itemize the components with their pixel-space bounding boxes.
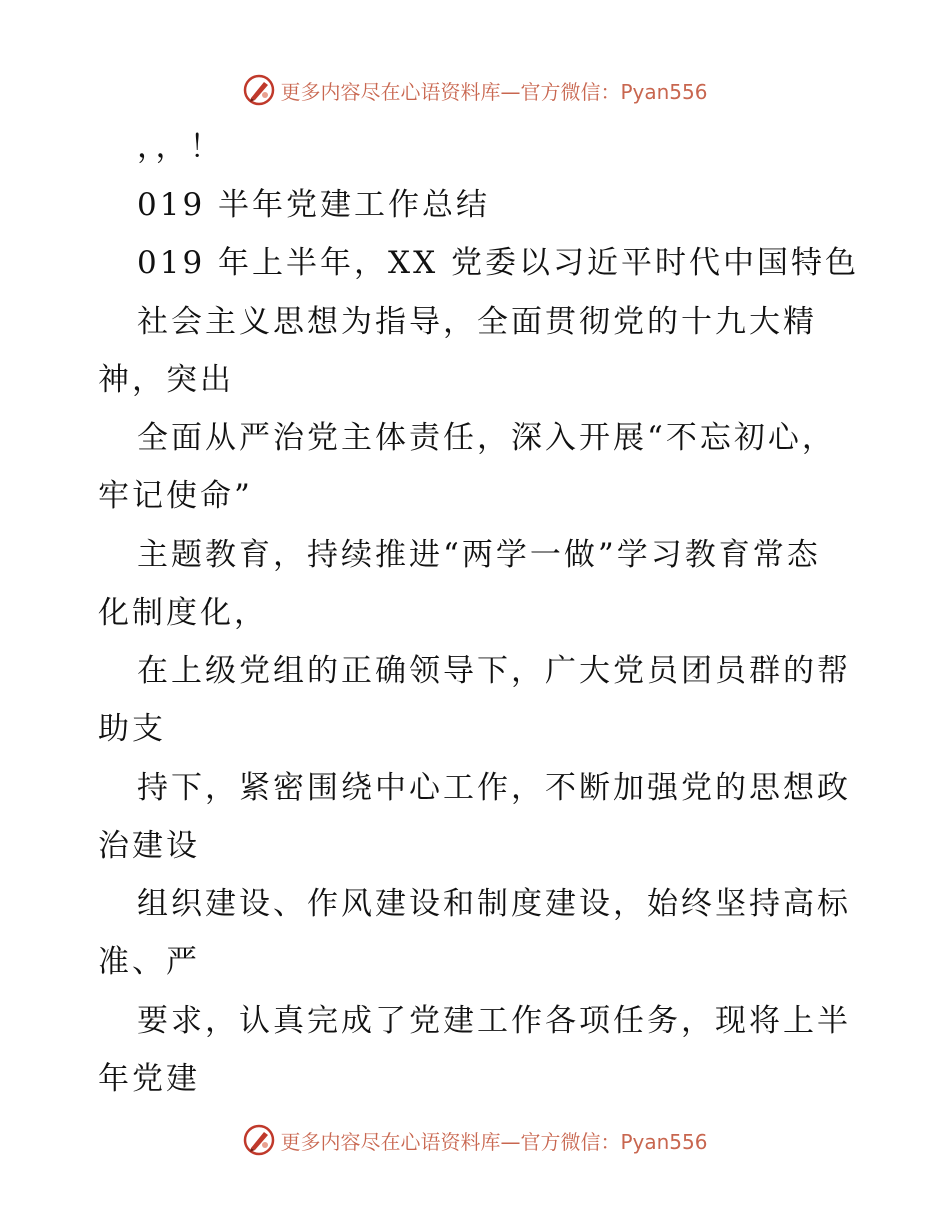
document-title: 019 半年党建工作总结 <box>137 187 491 223</box>
footer-watermark-banner <box>0 1120 950 1160</box>
pen-logo-icon <box>242 73 276 107</box>
watermark-text: 更多内容尽在心语资料库—官方微信：Pyan556 <box>280 79 708 104</box>
text-line: 年党建 <box>98 1061 200 1097</box>
text-line: 019 年上半年，XX 党委以习近平时代中国特色 <box>137 245 860 281</box>
pen-logo-icon <box>242 1123 276 1157</box>
text-line: 主题教育，持续推进“两学一做”学习教育常态 <box>137 537 821 573</box>
watermark-text: 更多内容尽在心语资料库—官方微信：Pyan556 <box>280 1129 708 1154</box>
text-line: ，，！ <box>137 129 224 165</box>
text-line: 助支 <box>98 711 166 747</box>
text-line: 准、严 <box>98 944 200 980</box>
text-line: 在上级党组的正确领导下，广大党员团员群的帮 <box>137 653 851 689</box>
text-line: 社会主义思想为指导，全面贯彻党的十九大精 <box>137 304 817 340</box>
text-line: 化制度化， <box>98 595 268 631</box>
header-watermark-banner <box>0 70 950 110</box>
text-line: 组织建设、作风建设和制度建设，始终坚持高标 <box>137 886 851 922</box>
text-line: 牢记使命” <box>98 478 253 514</box>
text-line: 治建设 <box>98 828 200 864</box>
text-line: 神，突出 <box>98 362 234 398</box>
text-line: 全面从严治党主体责任，深入开展“不忘初心， <box>137 420 836 456</box>
text-line: 持下，紧密围绕中心工作，不断加强党的思想政 <box>137 770 851 806</box>
text-line: 要求，认真完成了党建工作各项任务，现将上半 <box>137 1003 851 1039</box>
